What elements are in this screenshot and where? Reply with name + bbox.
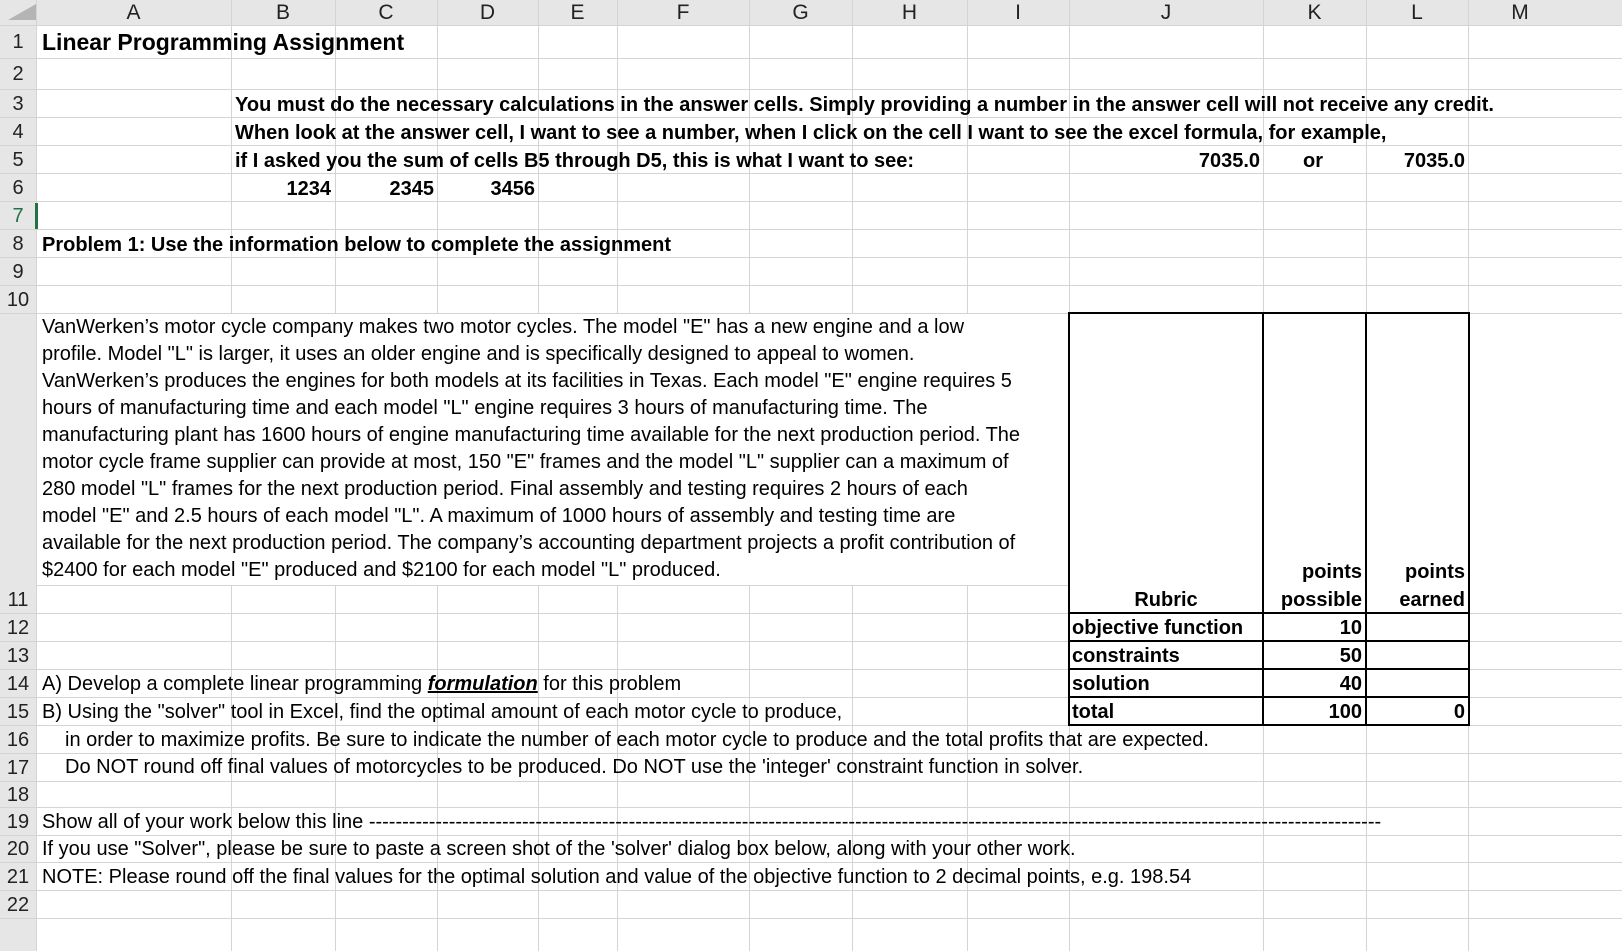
- instruction-line-2[interactable]: When look at the answer cell, I want to see a number, when I click on the cell I want to see the excel formula, for example,: [235, 122, 1387, 144]
- row-header-9[interactable]: 9: [12, 261, 24, 283]
- row-header-14[interactable]: 14: [6, 673, 30, 695]
- rubric-label-total[interactable]: total: [1072, 701, 1115, 723]
- row-header-7[interactable]: 7: [12, 205, 24, 227]
- problem-line: motor cycle frame supplier can provide at most, 150 "E" frames and the model "L" supplier can a maximum of: [42, 451, 1009, 473]
- example-value-d6[interactable]: 3456: [490, 178, 535, 200]
- example-sum-cell-1[interactable]: 7035.0: [1198, 150, 1260, 172]
- row-header-11[interactable]: 11: [7, 589, 29, 611]
- row-header-6[interactable]: 6: [12, 177, 24, 199]
- example-value-c6[interactable]: 2345: [389, 178, 434, 200]
- problem-line: hours of manufacturing time and each model "L" engine requires 3 hours of manufacturing time. The: [42, 397, 928, 419]
- solver-note[interactable]: If you use "Solver", please be sure to paste a screen shot of the 'solver' dialog box below, along with your other work.: [42, 838, 1076, 860]
- rubric-earned-total[interactable]: 0: [1453, 701, 1465, 723]
- column-header-d[interactable]: D: [479, 1, 496, 24]
- row-header-20[interactable]: 20: [6, 838, 30, 860]
- example-sum-cell-2[interactable]: 7035.0: [1403, 150, 1465, 172]
- sheet-title[interactable]: Linear Programming Assignment: [42, 29, 405, 55]
- example-value-b6[interactable]: 1234: [286, 178, 331, 200]
- rubric-label-objective-function[interactable]: objective function: [1072, 617, 1244, 639]
- problem-line: profile. Model "L" is larger, it uses an older engine and is specifically designed to appeal to women.: [42, 343, 915, 365]
- column-header-j[interactable]: J: [1160, 1, 1172, 24]
- rounding-note[interactable]: NOTE: Please round off the final values for the optimal solution and value of the objective function to 2 decimal points, e.g. 198.54: [42, 866, 1192, 888]
- row-header-1[interactable]: 1: [12, 31, 24, 53]
- row-header-3[interactable]: 3: [12, 93, 24, 115]
- problem-heading[interactable]: Problem 1: Use the information below to complete the assignment: [42, 234, 671, 256]
- or-label[interactable]: or: [1303, 150, 1323, 172]
- column-header-f[interactable]: F: [676, 1, 690, 24]
- column-header-e[interactable]: E: [570, 1, 585, 24]
- column-header-m[interactable]: M: [1511, 1, 1529, 24]
- row-header-19[interactable]: 19: [6, 811, 30, 833]
- column-header-i[interactable]: I: [1015, 1, 1021, 24]
- points-earned-header-line2[interactable]: earned: [1399, 589, 1465, 611]
- problem-line: manufacturing plant has 1600 hours of engine manufacturing time available for the next production period. The: [42, 424, 1021, 446]
- problem-line: 280 model "L" frames for the next production period. Final assembly and testing requires 2 hours of each: [42, 478, 968, 500]
- column-header-b[interactable]: B: [275, 1, 290, 24]
- row-header-8[interactable]: 8: [12, 233, 24, 255]
- rubric-label-solution[interactable]: solution: [1072, 673, 1150, 695]
- points-possible-header-line1[interactable]: points: [1302, 561, 1362, 583]
- problem-line: $2400 for each model "E" produced and $2100 for each model "L" produced.: [42, 559, 721, 581]
- instruction-line-1[interactable]: You must do the necessary calculations in the answer cells. Simply providing a number in the answer cell will not receive any credit.: [235, 94, 1494, 116]
- row-header-17[interactable]: 17: [6, 757, 30, 779]
- rubric-possible-total[interactable]: 100: [1328, 701, 1362, 723]
- row-header-16[interactable]: 16: [6, 729, 30, 751]
- task-b-line-2[interactable]: in order to maximize profits. Be sure to indicate the number of each motor cycle to produce and the total profits that are expected.: [65, 729, 1209, 751]
- row-header-12[interactable]: 12: [6, 617, 30, 639]
- row-header-2[interactable]: 2: [12, 63, 24, 85]
- row-header-18[interactable]: 18: [6, 784, 30, 806]
- column-header-k[interactable]: K: [1307, 1, 1322, 24]
- rubric-header[interactable]: Rubric: [1134, 589, 1198, 611]
- task-b-line-1[interactable]: B) Using the "solver" tool in Excel, find the optimal amount of each motor cycle to produce,: [42, 701, 843, 723]
- rubric-possible-objective-function[interactable]: 10: [1339, 617, 1362, 639]
- rubric-possible-solution[interactable]: 40: [1339, 673, 1362, 695]
- problem-description[interactable]: [42, 314, 1072, 584]
- row-header-13[interactable]: 13: [6, 645, 30, 667]
- problem-line: VanWerken’s motor cycle company makes two motor cycles. The model "E" has a new engine and a low: [42, 316, 965, 338]
- column-header-l[interactable]: L: [1411, 1, 1423, 24]
- points-possible-header-line2[interactable]: possible: [1280, 589, 1362, 611]
- instruction-line-3[interactable]: if I asked you the sum of cells B5 through D5, this is what I want to see:: [235, 150, 915, 172]
- problem-line: VanWerken’s produces the engines for both models at its facilities in Texas. Each model "E" engine requires 5: [42, 370, 1012, 392]
- row-header-10[interactable]: 10: [6, 289, 30, 311]
- row-header-5[interactable]: 5: [12, 149, 24, 171]
- show-work-line[interactable]: Show all of your work below this line --------------------------------------------------------------------------------------------------------------------------------------------------------: [42, 811, 1382, 833]
- rubric-possible-constraints[interactable]: 50: [1339, 645, 1362, 667]
- rubric-label-constraints[interactable]: constraints: [1072, 645, 1180, 667]
- task-b-line-3[interactable]: Do NOT round off final values of motorcycles to be produced. Do NOT use the 'integer' constraint function in solver.: [65, 756, 1084, 778]
- select-all-corner[interactable]: [8, 4, 36, 20]
- task-a-suffix: for this problem: [537, 673, 682, 695]
- task-a-prefix: A) Develop a complete linear programming: [42, 673, 428, 695]
- row-header-15[interactable]: 15: [6, 701, 30, 723]
- column-header-g[interactable]: G: [792, 1, 809, 24]
- column-header-c[interactable]: C: [378, 1, 394, 24]
- row-header-21[interactable]: 21: [6, 866, 30, 888]
- row-header-4[interactable]: 4: [12, 121, 24, 143]
- problem-line: model "E" and 2.5 hours of each model "L". A maximum of 1000 hours of assembly and testing time are: [42, 505, 956, 527]
- column-header-a[interactable]: A: [126, 1, 141, 24]
- column-header-h[interactable]: H: [901, 1, 918, 24]
- task-a[interactable]: [42, 670, 681, 698]
- task-a-emphasis: formulation: [427, 673, 538, 695]
- row-header-22[interactable]: 22: [6, 894, 30, 916]
- selected-row-indicator: [35, 203, 38, 229]
- problem-line: available for the next production period. The company’s accounting department projects a profit contribution of: [42, 532, 1016, 554]
- points-earned-header-line1[interactable]: points: [1405, 561, 1465, 583]
